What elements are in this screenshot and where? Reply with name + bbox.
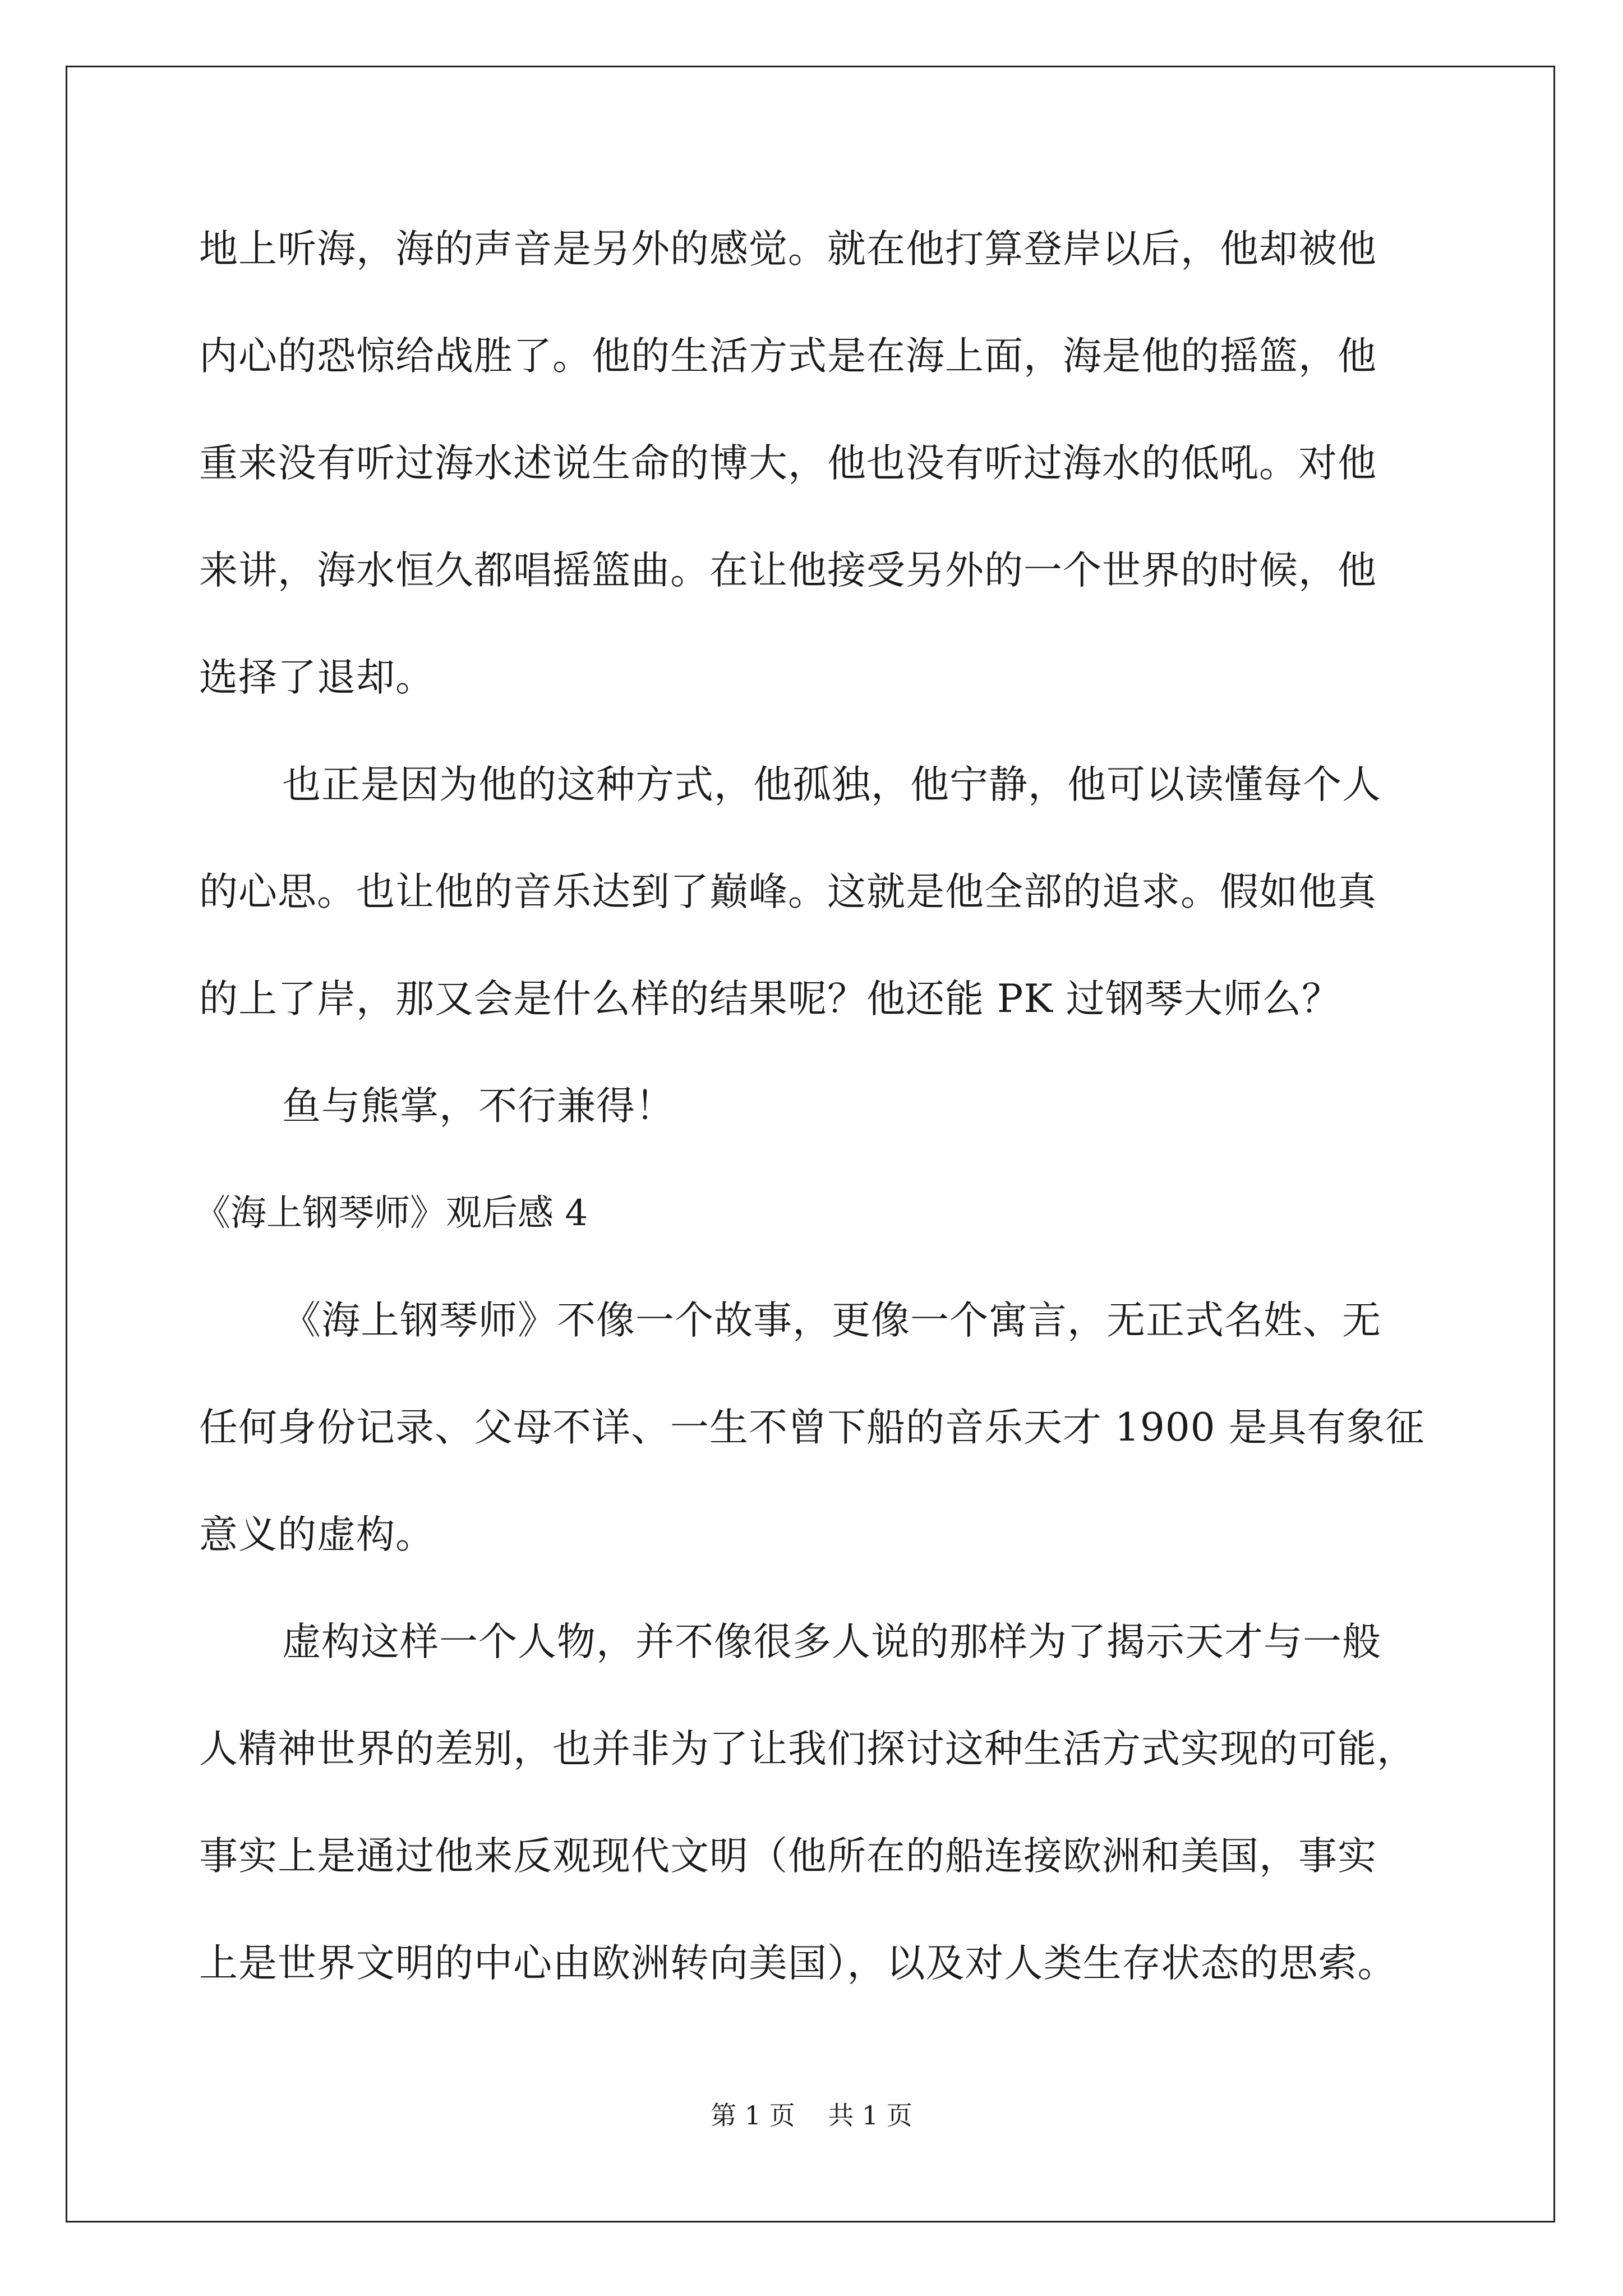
paragraph-line: 事实上是通过他来反观现代文明（他所在的船连接欧洲和美国，事实: [199, 1834, 1377, 1879]
paragraph-line: 也正是因为他的这种方式，他孤独，他宁静，他可以读懂每个人: [282, 762, 1381, 807]
paragraph-line: 人精神世界的差别，也并非为了让我们探讨这种生活方式实现的可能，: [199, 1727, 1416, 1772]
paragraph-line: 《海上钢琴师》不像一个故事，更像一个寓言，无正式名姓、无: [282, 1298, 1381, 1343]
document-body: [195, 216, 1427, 2037]
page-number: 第 1 页: [711, 2100, 795, 2131]
paragraph-line: 鱼与熊掌，不行兼得！: [282, 1084, 675, 1129]
paragraph-line: 来讲，海水恒久都唱摇篮曲。在让他接受另外的一个世界的时候，他: [199, 548, 1377, 593]
paragraph-line: 重来没有听过海水述说生命的博大，他也没有听过海水的低吼。对他: [199, 441, 1377, 486]
page-total: 共 1 页: [828, 2100, 912, 2131]
paragraph-line: 的上了岸，那又会是什么样的结果呢？他还能 PK 过钢琴大师么？: [199, 977, 1341, 1022]
paragraph-line: 虚构这样一个人物，并不像很多人说的那样为了揭示天才与一般: [282, 1619, 1381, 1664]
paragraph-line: 选择了退却。: [199, 655, 435, 700]
paragraph-line: 上是世界文明的中心由欧洲转向美国），以及对人类生存状态的思索。: [199, 1941, 1397, 1986]
paragraph-line: 的心思。也让他的音乐达到了巅峰。这就是他全部的追求。假如他真: [199, 869, 1377, 914]
section-heading: 《海上钢琴师》观后感 4: [195, 1193, 588, 1234]
paragraph-line: 任何身份记录、父母不详、一生不曾下船的音乐天才 1900 是具有象征: [199, 1405, 1425, 1450]
page-footer: [0, 2095, 1623, 2132]
paragraph-line: 内心的恐惊给战胜了。他的生活方式是在海上面，海是他的摇篮，他: [199, 334, 1377, 379]
paragraph-line: 地上听海，海的声音是另外的感觉。就在他打算登岸以后，他却被他: [199, 227, 1377, 272]
paragraph-line: 意义的虚构。: [199, 1512, 435, 1557]
